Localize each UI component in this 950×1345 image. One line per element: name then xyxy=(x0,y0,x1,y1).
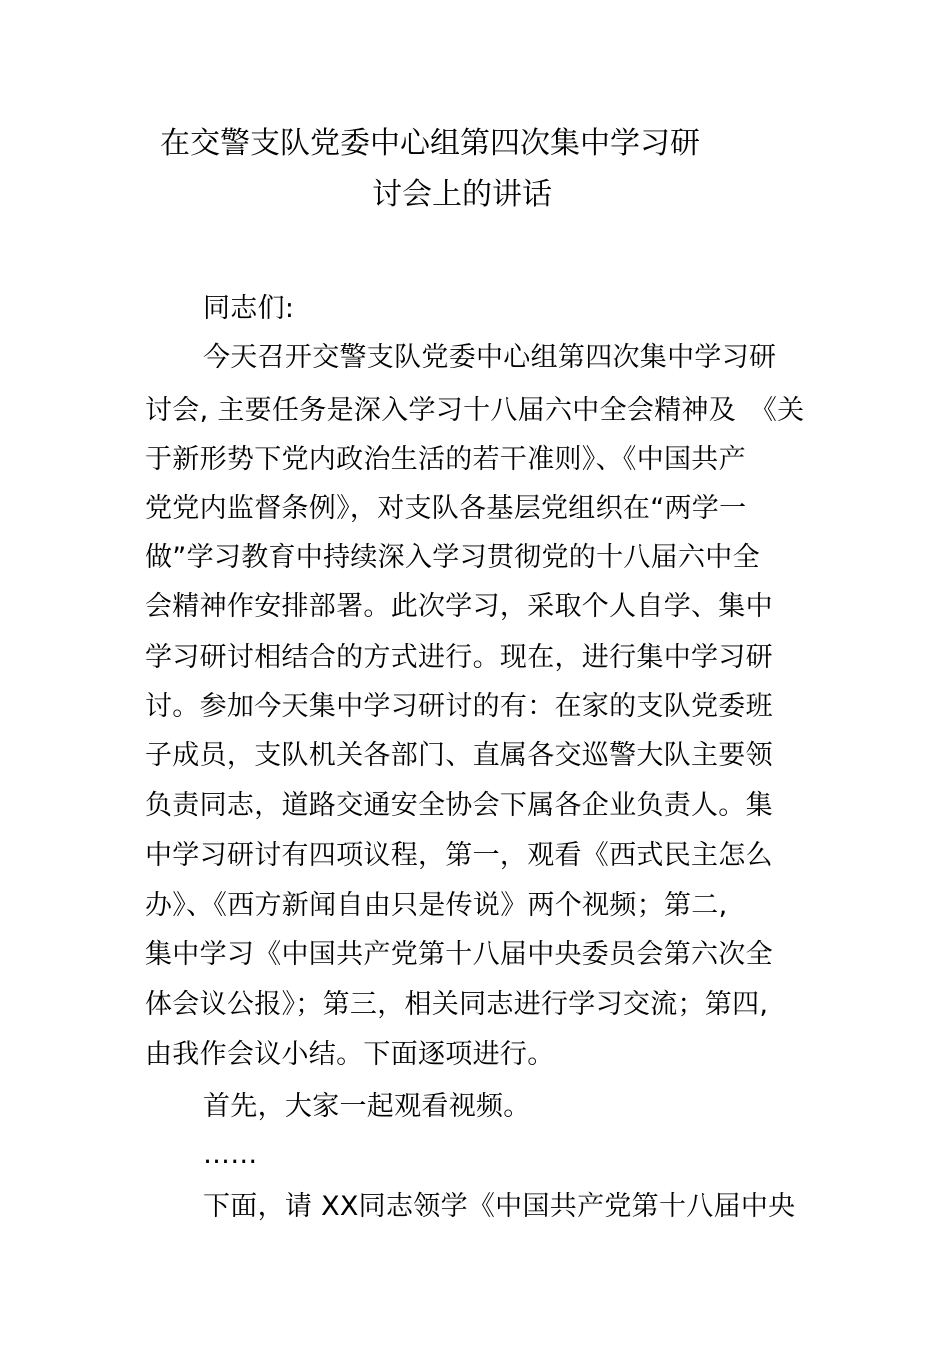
body-line: 子成员，支队机关各部门、直属各交巡警大队主要领 xyxy=(145,740,773,771)
body-line: 集中学习《中国共产党第十八届中央委员会第六次全 xyxy=(145,939,773,970)
document-title-line-1: 在交警支队党委中心组第四次集中学习研 xyxy=(160,126,700,161)
body-line: 讨会, 主要任务是深入学习十八届六中全会精神及 《关 xyxy=(145,395,805,426)
salutation: 同志们: xyxy=(203,293,295,324)
body-line: 今天召开交警支队党委中心组第四次集中学习研 xyxy=(203,342,777,373)
body-line: 负责同志，道路交通安全协会下属各企业负责人。集 xyxy=(145,790,773,821)
ellipsis-line: …… xyxy=(203,1139,258,1170)
body-line: 办》、《西方新闻自由只是传说》两个视频；第二, xyxy=(145,890,728,921)
body-line: 党党内监督条例》，对支队各基层党组织在“两学一 xyxy=(145,493,747,524)
body-line: 中学习研讨有四项议程，第一，观看《西式民主怎么 xyxy=(145,840,773,871)
body-line: 体会议公报》；第三，相关同志进行学习交流；第四, xyxy=(145,989,769,1020)
body-line: 讨。参加今天集中学习研讨的有：在家的支队党委班 xyxy=(145,691,773,722)
body-line: 学习研讨相结合的方式进行。现在，进行集中学习研 xyxy=(145,642,773,673)
body-line: 于新形势下党内政治生活的若干准则》、《中国共产 xyxy=(145,444,746,475)
body-line: 会精神作安排部署。此次学习，采取个人自学、集中 xyxy=(145,591,773,622)
body-line: 首先，大家一起观看视频。 xyxy=(203,1091,531,1122)
body-line: 做”学习教育中持续深入学习贯彻党的十八届六中全 xyxy=(145,542,760,573)
document-title-line-2: 讨会上的讲话 xyxy=(372,177,552,212)
body-line: 下面，请 XX同志领学《中国共产党第十八届中央 xyxy=(203,1191,796,1222)
body-line: 由我作会议小结。下面逐项进行。 xyxy=(145,1039,555,1070)
